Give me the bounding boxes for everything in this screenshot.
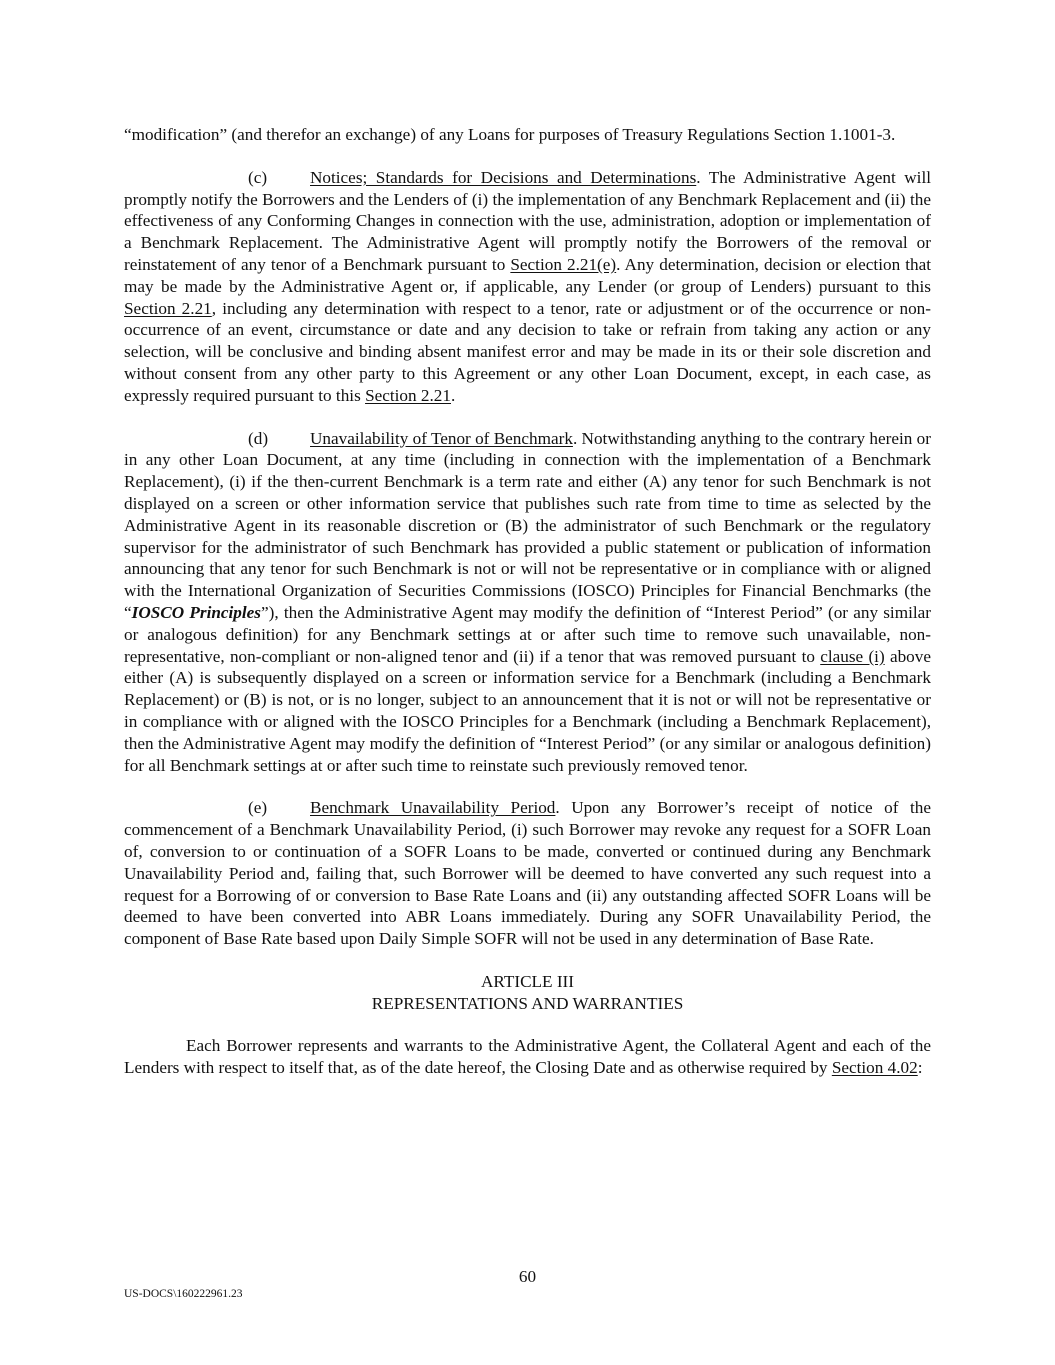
section-c-title: Notices; Standards for Decisions and Determinations — [310, 167, 697, 187]
article-number: ARTICLE III — [481, 971, 574, 991]
section-c-number: (c) — [248, 167, 268, 187]
document-body — [124, 124, 931, 1079]
intro-text: “modification” (and therefor an exchange) of any Loans for purposes of Treasury Regulations Section 1.1001-3. — [124, 125, 896, 144]
section-d-number: (d) — [248, 428, 269, 448]
section-d-defined-term: IOSCO Principles — [131, 602, 261, 622]
intro-paragraph — [124, 124, 931, 146]
section-c-ref-3[interactable]: Section 2.21 — [365, 385, 451, 405]
section-c-text-4: . — [451, 385, 456, 405]
section-e-text-1: . Upon any Borrower’s receipt of notice of the commencement of a Benchmark Unavailability Period, (i) such Borrower may revoke any request for a SOFR Loan of, conversion to or continuation of a SOFR Loans to be made, converted or continued during any Benchmark Unavailability Period and, failing that, such Borrower will be deemed to have converted any such request into a request for a Borrowing of or conversion to Base Rate Loans and (ii) any outstanding affected SOFR Loans will be deemed to have been converted into ABR Loans immediately. During any SOFR Unavailability Period, the component of Base Rate based upon Daily Simple SOFR will not be used in any determination of Base Rate. — [124, 798, 931, 949]
article-title: REPRESENTATIONS AND WARRANTIES — [371, 993, 684, 1013]
article-intro-paragraph — [124, 1035, 931, 1079]
section-d-text-1: . Notwithstanding anything to the contrary herein or in any other Loan Document, at any time (including in connection with the implementation of a Benchmark Replacement), (i) if the then-current Benchmark is a term rate and either (A) any tenor for such Benchmark is not displayed on a screen or other information service that publishes such rate from time to time as selected by the Administrative Agent in its reasonable discretion or (B) the administrator of such Benchmark or the regulatory supervisor for the administrator of such Benchmark has provided a public statement or publication of information announcing that any tenor for such Benchmark is not or will not be representative or in compliance with or aligned with the International Organization of Securities Commissions (IOSCO) Principles for Financial Benchmarks (the “ — [124, 428, 931, 622]
section-d-title: Unavailability of Tenor of Benchmark — [310, 428, 573, 448]
page-number: 60 — [518, 1267, 537, 1286]
article-intro-text-2: : — [917, 1058, 923, 1078]
section-c-paragraph — [124, 167, 931, 407]
section-d-paragraph — [124, 428, 931, 777]
section-c-ref-1[interactable]: Section 2.21(e) — [510, 254, 617, 274]
section-c-text-3: , including any determination with respect to a tenor, rate or adjustment or of the occurrence or non-occurrence of an event, circumstance or date and any decision to take or refrain from taking any action or any selection, will be conclusive and binding absent manifest error and may be made in its or their sole discretion and without consent from any other party to this Agreement or any other Loan Document, except, in each case, as expressly required pursuant to this — [124, 298, 931, 405]
document-id: US-DOCS\160222961.23 — [124, 1288, 243, 1300]
section-d-ref-1[interactable]: clause (i) — [820, 646, 885, 666]
section-d-text-2: ”), then the Administrative Agent may modify the definition of “Interest Period” (or any similar or analogous definition) for any Benchmark settings at or after such time to remove such unavailable, non-representative, non-compliant or non-aligned tenor and (ii) if a tenor that was removed pursuant to — [124, 602, 931, 666]
article-intro-text-1: Each Borrower represents and warrants to the Administrative Agent, the Collateral Agent and each of the Lenders with respect to itself that, as of the date hereof, the Closing Date and as otherwise required by — [124, 1036, 931, 1078]
section-c-ref-2[interactable]: Section 2.21 — [124, 298, 212, 318]
section-e-title: Benchmark Unavailability Period — [310, 798, 556, 818]
article-intro-ref-1[interactable]: Section 4.02 — [831, 1058, 918, 1078]
article-heading — [124, 971, 931, 1015]
section-c-text-2: . Any determination, decision or election that may be made by the Administrative Agent or, if applicable, any Lender (or group of Lenders) pursuant to this — [124, 254, 931, 296]
section-e-paragraph — [124, 797, 931, 950]
section-e-number: (e) — [248, 798, 268, 818]
section-d-text-3: above either (A) is subsequently displayed on a screen or information service for a Benchmark (including a Benchmark Replacement) or (B) is not, or is no longer, subject to an announcement that it is not or will not be representative or in compliance with or aligned with the IOSCO Principles for a Benchmark (including a Benchmark Replacement), then the Administrative Agent may modify the definition of “Interest Period” (or any similar or analogous definition) for all Benchmark settings at or after such time to reinstate such previously removed tenor. — [124, 646, 932, 775]
section-c-text-1: . The Administrative Agent will promptly notify the Borrowers and the Lenders of (i) the implementation of any Benchmark Replacement and (ii) the effectiveness of any Conforming Changes in connection with the use, administration, adoption or implementation of a Benchmark Replacement. The Administrative Agent will promptly notify the Borrowers of the removal or reinstatement of any tenor of a Benchmark pursuant to — [124, 167, 931, 274]
